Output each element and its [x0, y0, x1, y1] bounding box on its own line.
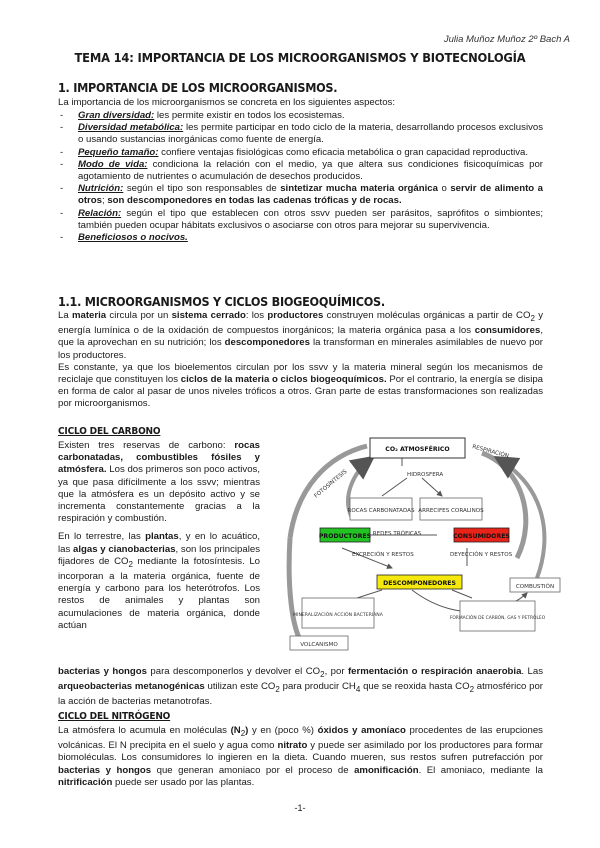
t: amonificación — [354, 764, 419, 776]
t: arqueobacterias metanogénicas — [58, 681, 205, 693]
mineralization-label: MINERALIZACIÓN ACCIÓN BACTERIANA — [293, 613, 383, 618]
term: Beneficiosos o nocivos. — [78, 232, 188, 244]
nitrogen-cycle-heading: CICLO DEL NITRÓGENO — [58, 711, 171, 722]
volcanism-label: VOLCANISMO — [300, 642, 338, 648]
t: y puede ser asimilado por los productores para formar biomoléculas. Los consumidores lo ingieren en la dieta. Cuando mueren, sus restos sufren putrefacción por — [58, 740, 543, 764]
t: utilizan este CO — [204, 681, 276, 693]
t: nitrato — [277, 740, 308, 752]
t: Existen tres reservas de carbono: — [58, 440, 235, 451]
document-title: TEMA 14: IMPORTANCIA DE LOS MICROORGANISMOS Y BIOTECNOLOGÍA — [74, 50, 526, 65]
t: plantas — [145, 531, 179, 543]
list-item — [58, 159, 543, 183]
t: La — [58, 310, 72, 321]
carbon-cycle-diagram — [272, 428, 562, 660]
section-1-1-body — [58, 310, 543, 411]
t: Los dos primeros son poco activos, ya que pasa difícilmente a los ssvv; mientras que la atmósfera es un depósito activo y se incrementa constantemente gracias a la respiración y combustión. — [58, 464, 260, 525]
t: . Las — [521, 666, 543, 677]
t: bacterias y hongos — [58, 764, 152, 776]
t: para descomponerlos y devolver el CO — [146, 666, 321, 677]
t: procedentes de las erupciones volcánicas. El N precipita en el suelo y agua como — [58, 725, 543, 752]
t: construyen moléculas orgánicas a partir de CO — [323, 310, 531, 321]
t: Es constante, ya que los bioelementos circulan por los ssvv y la materia mineral según los mecanismos de reciclaje que constituyen los — [58, 361, 543, 385]
t: Por el contrario, la energía se disipa en forma de calor al pasar de unos niveles tróficos a otros. Gran parte de estas transformaciones son realizadas por microorganismos. — [58, 373, 544, 410]
carbon-cycle-continuation — [58, 666, 543, 708]
t: nitrificación — [58, 776, 113, 788]
t: En lo terrestre, las — [58, 531, 146, 543]
term: Gran diversidad: — [78, 110, 155, 121]
list-item — [58, 147, 543, 159]
term: Pequeño tamaño: — [78, 146, 159, 158]
fossil-fuels-label: FORMACIÓN DE CARBÓN, GAS Y PETRÓLEO — [449, 616, 546, 621]
t: para producir CH — [279, 681, 356, 693]
paragraph — [58, 310, 543, 362]
section-1-intro — [58, 97, 543, 109]
carbon-cycle-text — [58, 440, 260, 638]
intro-text: La importancia de los microorganismos se concreta en los siguientes aspectos: — [58, 97, 396, 108]
t: y energía lumínica o de la oxidación de compuestos inorgánicos; la materia orgánica pasa a los — [58, 310, 544, 337]
t: descomponedores — [224, 337, 310, 349]
t: ) — [245, 725, 249, 736]
photosynthesis-label: FOTOSÍNTESIS — [313, 468, 349, 500]
t: rocas carbonatadas, combustibles fósiles y atmósfera. — [58, 440, 260, 476]
term: Diversidad metabólica: — [78, 122, 184, 134]
paragraph — [58, 531, 260, 632]
coral-reefs-label: ARRECIFES CORALINOS — [418, 508, 484, 514]
author-name: Julia Muñoz Muñoz 2º Bach A — [443, 34, 570, 45]
t: . El amoniaco, mediante la — [418, 764, 543, 776]
item-text: o — [437, 183, 451, 195]
term: Relación: — [78, 207, 122, 219]
combustion-label: COMBUSTIÓN — [515, 584, 555, 590]
t: 2 — [275, 685, 280, 695]
t: bacterias y hongos — [58, 666, 147, 677]
t: la transforman en minerales asimilables de nuevo por los productores. — [58, 337, 543, 361]
producers-label: PRODUCTORES — [318, 533, 372, 540]
item-bold: sintetizar mucha materia orgánica — [280, 183, 438, 195]
t: 2 — [320, 669, 325, 679]
t: mediante la fotosíntesis. Lo incorporan a la materia orgánica, fuente de energía y carbono para los heterótrofos. Los restos de animales y plantas son acumulaciones de materia orgánica, donde actúan — [58, 555, 260, 631]
item-text: según el tipo que establecen con otros ssvv pueden ser parásitos, saprófitos o simbiontes; también pueden ocupar hábitats exclusivos o asociarse con otros para mejorar su supervivencia. — [78, 207, 543, 231]
paragraph — [58, 725, 543, 789]
item-text: según el tipo son responsables de — [123, 183, 281, 195]
hydrosphere-label: HIDROSFERA — [407, 472, 444, 478]
carbonate-rocks-label: ROCAS CARBONATADAS — [347, 508, 415, 514]
consumers-label: CONSUMIDORES — [453, 533, 510, 540]
item-text: ; — [101, 195, 108, 207]
t: fermentación o respiración anaerobia — [347, 666, 522, 677]
section-1-heading: 1. IMPORTANCIA DE LOS MICROORGANISMOS. — [58, 80, 338, 95]
t: , y en lo acuático, las — [58, 531, 260, 555]
trophic-webs-label: REDES TRÓFICAS — [372, 531, 422, 537]
t: óxidos y amoníaco — [317, 725, 406, 736]
combustion-arrow — [497, 458, 544, 578]
t: , que la aprovechan en su nutrición; los — [58, 325, 543, 349]
section-1-1-heading: 1.1. MICROORGANISMOS Y CICLOS BIOGEOQUÍMICOS. — [58, 294, 385, 309]
respiration-label: RESPIRACIÓN — [471, 444, 510, 460]
volcanism-arrow — [289, 538, 302, 643]
item-text: les permite participar en todo ciclo de la materia, desarrollando procesos exclusivos o usando sustancias inorgánicas como fuente de energía. — [78, 122, 543, 146]
paragraph — [58, 440, 260, 525]
t: consumidores — [474, 325, 541, 337]
t: circula por un — [106, 310, 172, 321]
t: , por — [324, 666, 348, 677]
t: (N — [230, 725, 241, 736]
carbon-cycle-heading: CICLO DEL CARBONO — [58, 426, 161, 437]
t: La atmósfera lo acumula en moléculas — [58, 725, 231, 736]
t: ciclos de la materia o ciclos biogeoquímicos. — [180, 373, 387, 385]
list-item — [58, 183, 543, 207]
t: 4 — [355, 685, 361, 695]
list-item — [58, 110, 543, 122]
list-item — [58, 232, 543, 244]
t: que se reoxida hasta CO — [360, 681, 470, 693]
photosynthesis-arrow — [290, 446, 367, 538]
t: algas y cianobacterias — [73, 543, 176, 555]
t: sistema cerrado — [171, 310, 246, 321]
t: 2 — [128, 559, 133, 569]
item-text: condiciona la relación con el medio, ya que altera sus condiciones fisicoquímicas por agotamiento de nutrientes o acumulación de desechos producidos. — [78, 158, 543, 183]
t: atmosférico por la acción de bacterias metanotrofas. — [58, 681, 543, 708]
nitrogen-cycle-text — [58, 725, 543, 789]
t: 2 — [469, 685, 475, 695]
term: Nutrición: — [78, 183, 124, 195]
item-bold: servir de alimento a otros — [78, 183, 543, 207]
term: Modo de vida: — [78, 158, 148, 170]
t: puede ser usado por las plantas. — [112, 776, 255, 788]
item-bold: son descomponedores en todas las cadenas tróficas y de rocas. — [107, 195, 402, 207]
t: y en (poco %) — [248, 725, 318, 736]
paragraph — [58, 362, 543, 411]
atmospheric-co2-label: CO₂ ATMOSFÉRICO — [385, 446, 450, 453]
t: 2 — [530, 313, 535, 323]
t: : los — [245, 310, 268, 321]
list-item — [58, 208, 543, 232]
t: materia — [71, 310, 107, 321]
item-text: les permite existir en todos los ecosistemas. — [154, 110, 345, 121]
list-item — [58, 122, 543, 146]
dejection-label: DEYECCIÓN Y RESTOS — [450, 552, 513, 558]
t: , son los principales fijadores de CO — [58, 543, 260, 567]
excretion-label: EXCRECIÓN Y RESTOS — [352, 552, 414, 558]
t: 2 — [240, 728, 246, 738]
importance-list — [58, 110, 543, 244]
decomposers-label: DESCOMPONEDORES — [383, 580, 456, 587]
t: que generan amoniaco por el proceso de — [151, 764, 355, 776]
t: productores — [267, 310, 324, 321]
page-number: -1- — [294, 803, 306, 813]
item-text: confiere ventajas fisiológicas como eficacia metabólica o gran capacidad reproductiva. — [158, 146, 529, 158]
